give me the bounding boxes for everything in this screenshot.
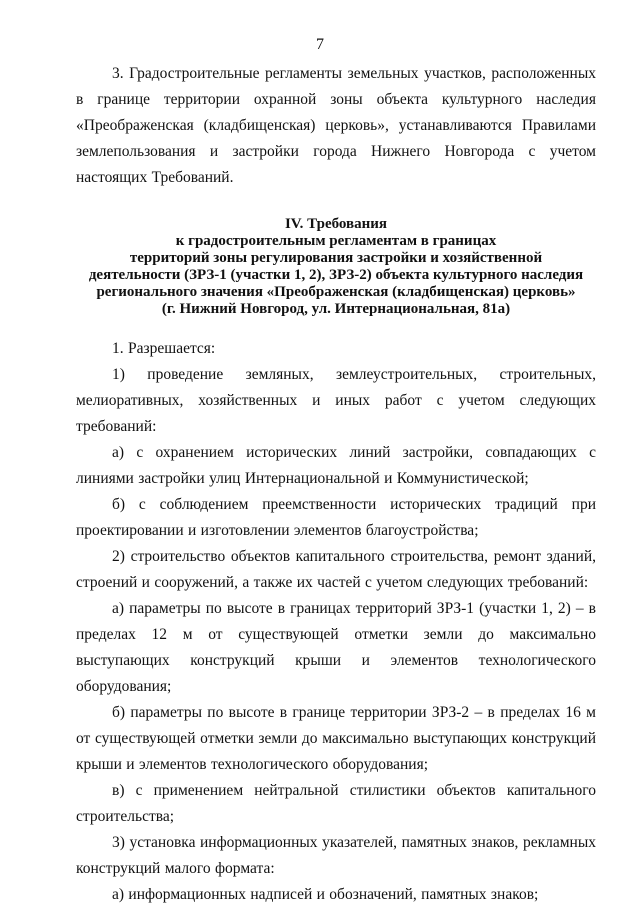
section-heading-line: регионального значения «Преображенская (кладбищенская) церковь»: [96, 284, 576, 300]
body-paragraph: б) параметры по высоте в границе территории ЗРЗ-2 – в пределах 16 м от существующей отметки земли до максимально выступающих конструкций крыши и элементов технологического оборудования;: [76, 704, 596, 773]
section-heading-line: IV. Требования: [284, 216, 388, 232]
body-paragraph: 1. Разрешается:: [112, 340, 216, 357]
body-paragraph: 2) строительство объектов капитального строительства, ремонт зданий, строений и сооружений, а также их частей с учетом следующих требований:: [76, 548, 596, 591]
section-heading-line: территорий зоны регулирования застройки и хозяйственной: [129, 250, 543, 266]
page-content: [76, 60, 596, 908]
body-paragraph: а) с охранением исторических линий застройки, совпадающих с линиями застройки улиц Интернациональной и Коммунистической;: [76, 444, 596, 487]
page-number: 7: [316, 36, 324, 53]
body-paragraph: в) с применением нейтральной стилистики объектов капитального строительства;: [76, 782, 596, 825]
body-paragraph: а) информационных надписей и обозначений, памятных знаков;: [112, 886, 539, 903]
body-paragraph: а) параметры по высоте в границах территорий ЗРЗ-1 (участки 1, 2) – в пределах 12 м от существующей отметки земли до максимально выступающих конструкций крыши и элементов технологического оборудования;: [76, 600, 596, 695]
section-heading-line: деятельности (ЗРЗ-1 (участки 1, 2), ЗРЗ-2) объекта культурного наследия: [88, 267, 584, 283]
body-paragraph: 1) проведение земляных, землеустроительных, строительных, мелиоративных, хозяйственных и иных работ с учетом следующих требований:: [76, 366, 596, 435]
section-heading-line: (г. Нижний Новгород, ул. Интернациональная, 81а): [161, 301, 511, 317]
body-paragraph: 3) установка информационных указателей, памятных знаков, рекламных конструкций малого формата:: [76, 834, 596, 877]
intro-paragraph: 3. Градостроительные регламенты земельных участков, расположенных в границе территории охранной зоны объекта культурного наследия «Преображенская (кладбищенская) церковь», устанавливаются Правилами землепользования и застройки города Нижнего Новгорода с учетом настоящих Требований.: [76, 65, 596, 186]
section-heading-line: к градостроительным регламентам в границах: [175, 233, 497, 249]
body-paragraph: б) с соблюдением преемственности исторических традиций при проектировании и изготовлении элементов благоустройства;: [76, 496, 596, 539]
section-heading: [76, 216, 596, 318]
